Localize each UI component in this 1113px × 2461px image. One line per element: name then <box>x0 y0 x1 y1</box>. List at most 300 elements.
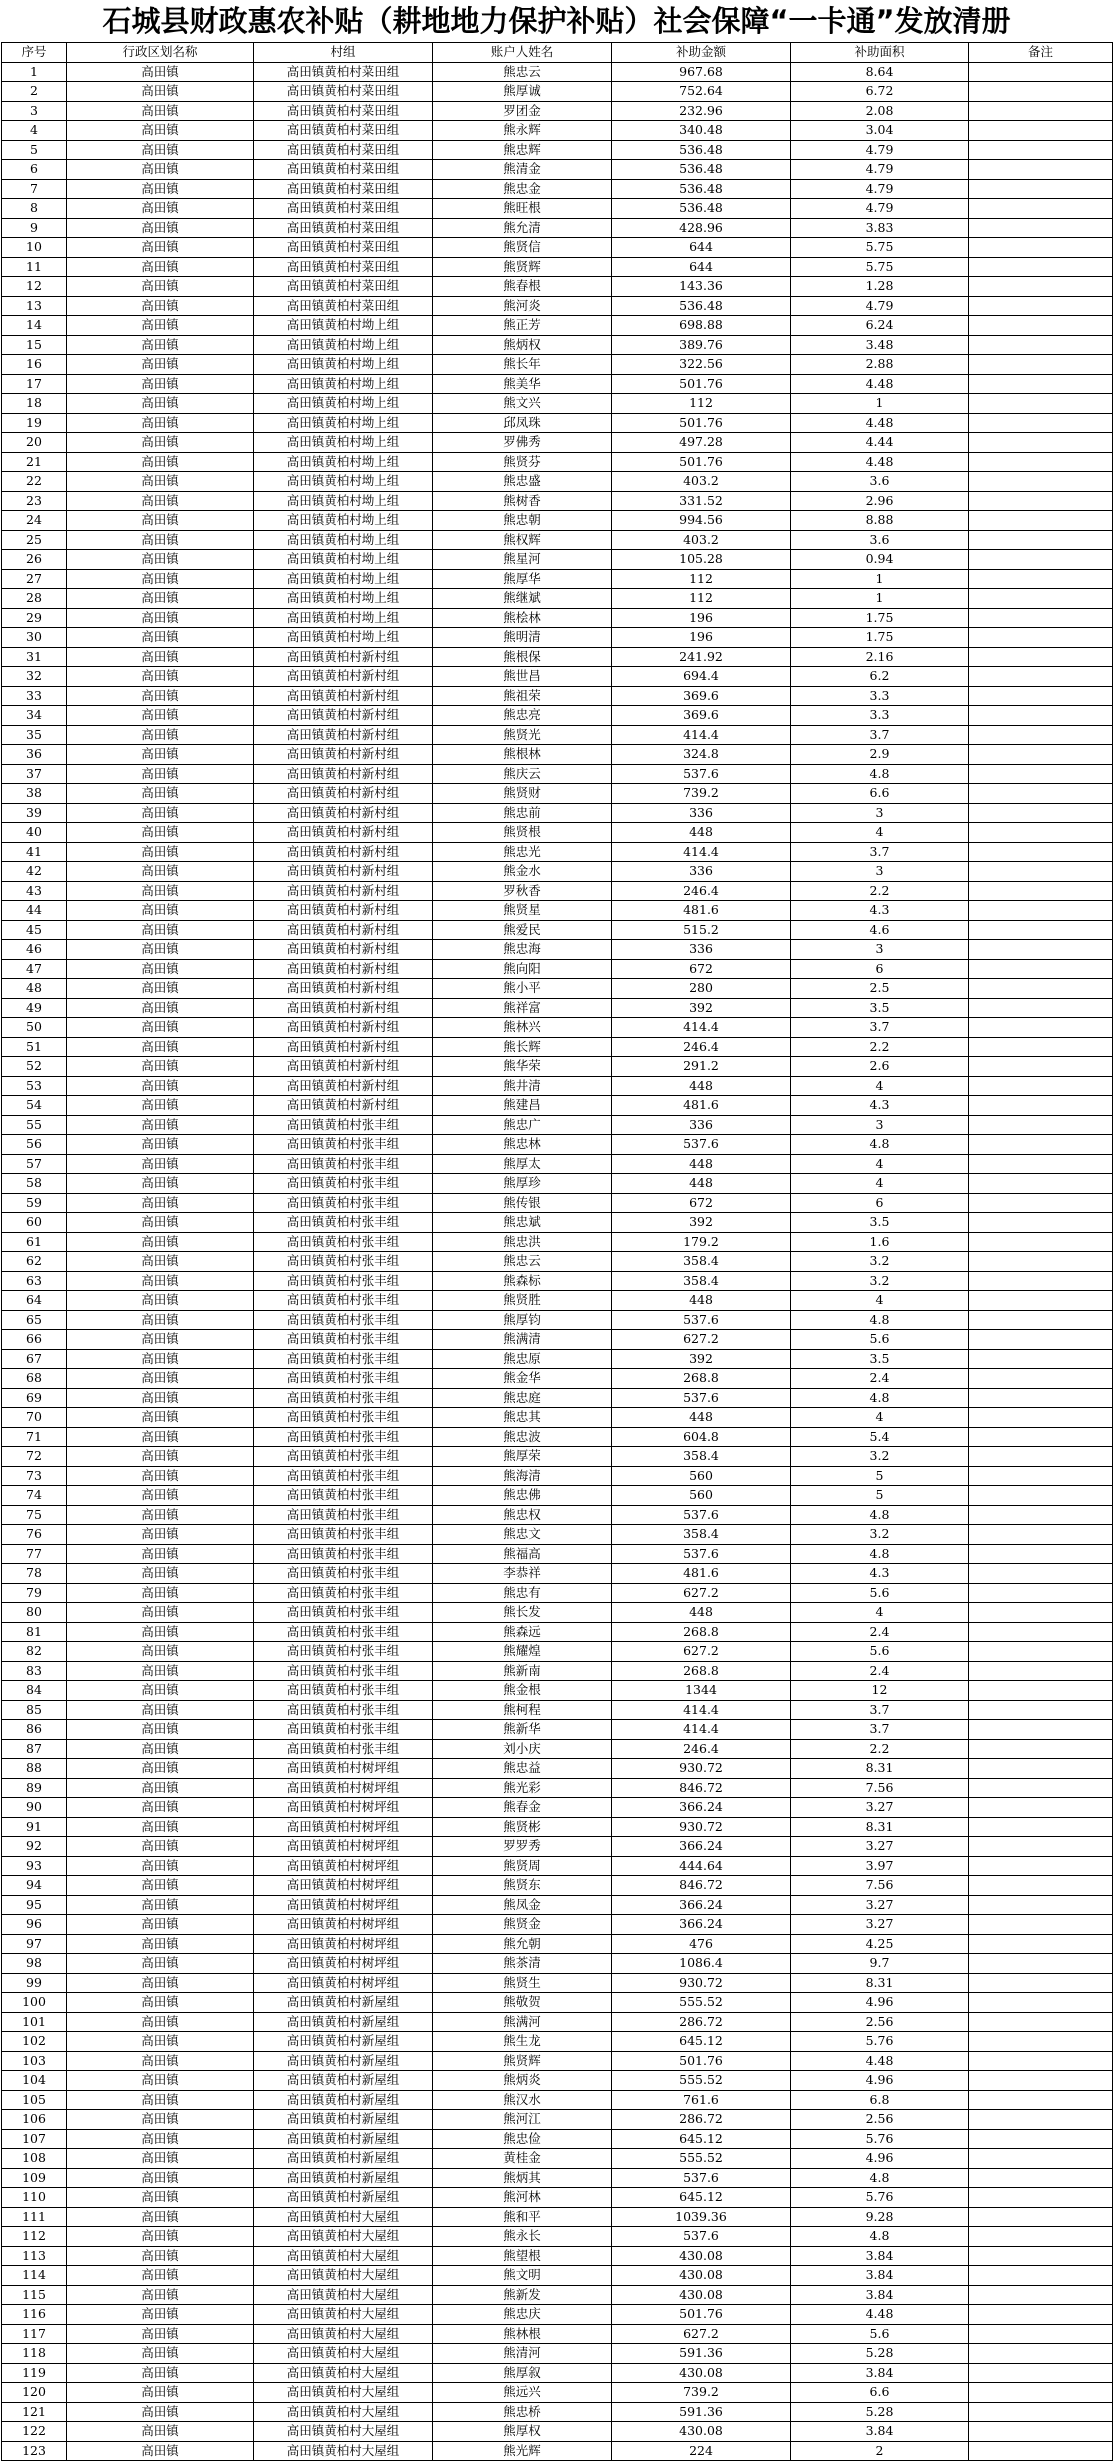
cell-region: 高田镇 <box>67 1895 254 1915</box>
cell-region: 高田镇 <box>67 179 254 199</box>
cell-remarks <box>969 1252 1113 1272</box>
cell-index: 96 <box>2 1915 67 1935</box>
cell-account-holder: 熊新华 <box>433 1720 612 1740</box>
cell-index: 53 <box>2 1076 67 1096</box>
cell-account-holder: 熊永辉 <box>433 121 612 141</box>
cell-subsidy-area: 5.6 <box>791 2324 969 2344</box>
cell-remarks <box>969 1018 1113 1038</box>
cell-region: 高田镇 <box>67 1954 254 1974</box>
cell-subsidy-area: 3.27 <box>791 1895 969 1915</box>
cell-index: 23 <box>2 491 67 511</box>
cell-subsidy-amount: 246.4 <box>612 1037 791 1057</box>
cell-remarks <box>969 998 1113 1018</box>
cell-region: 高田镇 <box>67 394 254 414</box>
cell-index: 121 <box>2 2402 67 2422</box>
table-row <box>2 2129 1113 2149</box>
cell-index: 101 <box>2 2012 67 2032</box>
cell-subsidy-area: 6 <box>791 1193 969 1213</box>
cell-subsidy-area: 4.8 <box>791 1310 969 1330</box>
cell-account-holder: 熊清金 <box>433 160 612 180</box>
cell-index: 16 <box>2 355 67 375</box>
cell-subsidy-area: 5.6 <box>791 1330 969 1350</box>
table-row <box>2 257 1113 277</box>
cell-account-holder: 熊继斌 <box>433 589 612 609</box>
cell-subsidy-area: 4.79 <box>791 140 969 160</box>
cell-subsidy-area: 5.76 <box>791 2032 969 2052</box>
cell-remarks <box>969 1798 1113 1818</box>
cell-account-holder: 熊权辉 <box>433 530 612 550</box>
cell-subsidy-area: 5.76 <box>791 2188 969 2208</box>
cell-subsidy-area: 3.7 <box>791 1700 969 1720</box>
cell-remarks <box>969 316 1113 336</box>
cell-subsidy-amount: 112 <box>612 589 791 609</box>
cell-region: 高田镇 <box>67 2363 254 2383</box>
cell-index: 122 <box>2 2422 67 2442</box>
cell-subsidy-area: 2.9 <box>791 745 969 765</box>
cell-village-group: 高田镇黄柏村张丰组 <box>254 1213 433 1233</box>
cell-subsidy-area: 4 <box>791 1174 969 1194</box>
cell-subsidy-area: 4.96 <box>791 2149 969 2169</box>
cell-region: 高田镇 <box>67 1837 254 1857</box>
cell-subsidy-amount: 430.08 <box>612 2266 791 2286</box>
cell-index: 57 <box>2 1154 67 1174</box>
cell-account-holder: 熊炳其 <box>433 2168 612 2188</box>
cell-subsidy-amount: 430.08 <box>612 2285 791 2305</box>
cell-region: 高田镇 <box>67 1798 254 1818</box>
cell-subsidy-amount: 112 <box>612 394 791 414</box>
cell-region: 高田镇 <box>67 1096 254 1116</box>
cell-region: 高田镇 <box>67 1447 254 1467</box>
cell-account-holder: 熊贤财 <box>433 784 612 804</box>
cell-region: 高田镇 <box>67 2149 254 2169</box>
cell-remarks <box>969 1661 1113 1681</box>
cell-subsidy-amount: 196 <box>612 628 791 648</box>
cell-subsidy-area: 4.3 <box>791 1096 969 1116</box>
cell-account-holder: 熊福高 <box>433 1544 612 1564</box>
cell-subsidy-amount: 331.52 <box>612 491 791 511</box>
table-row <box>2 959 1113 979</box>
cell-village-group: 高田镇黄柏村张丰组 <box>254 1135 433 1155</box>
cell-remarks <box>969 686 1113 706</box>
table-row <box>2 1232 1113 1252</box>
cell-village-group: 高田镇黄柏村张丰组 <box>254 1544 433 1564</box>
cell-subsidy-amount: 358.4 <box>612 1525 791 1545</box>
cell-remarks <box>969 550 1113 570</box>
cell-index: 30 <box>2 628 67 648</box>
cell-subsidy-amount: 369.6 <box>612 686 791 706</box>
cell-account-holder: 熊柯程 <box>433 1700 612 1720</box>
table-row <box>2 1486 1113 1506</box>
cell-region: 高田镇 <box>67 2110 254 2130</box>
table-row <box>2 2051 1113 2071</box>
cell-subsidy-amount: 698.88 <box>612 316 791 336</box>
cell-subsidy-area: 7.56 <box>791 1778 969 1798</box>
cell-village-group: 高田镇黄柏村菜田组 <box>254 199 433 219</box>
cell-remarks <box>969 784 1113 804</box>
cell-remarks <box>969 1505 1113 1525</box>
cell-region: 高田镇 <box>67 355 254 375</box>
cell-account-holder: 熊文兴 <box>433 394 612 414</box>
cell-remarks <box>969 1135 1113 1155</box>
cell-village-group: 高田镇黄柏村大屋组 <box>254 2227 433 2247</box>
cell-index: 56 <box>2 1135 67 1155</box>
cell-remarks <box>969 2149 1113 2169</box>
cell-village-group: 高田镇黄柏村新村组 <box>254 920 433 940</box>
cell-account-holder: 熊贤光 <box>433 725 612 745</box>
cell-index: 46 <box>2 940 67 960</box>
table-row <box>2 1661 1113 1681</box>
cell-remarks <box>969 1310 1113 1330</box>
cell-subsidy-amount: 286.72 <box>612 2012 791 2032</box>
cell-subsidy-area: 4.8 <box>791 2227 969 2247</box>
cell-village-group: 高田镇黄柏村菜田组 <box>254 121 433 141</box>
cell-region: 高田镇 <box>67 998 254 1018</box>
cell-index: 9 <box>2 218 67 238</box>
cell-account-holder: 熊炳炎 <box>433 2071 612 2091</box>
cell-index: 8 <box>2 199 67 219</box>
cell-village-group: 高田镇黄柏村坳上组 <box>254 355 433 375</box>
table-row <box>2 1154 1113 1174</box>
cell-account-holder: 李恭祥 <box>433 1564 612 1584</box>
cell-village-group: 高田镇黄柏村新屋组 <box>254 2188 433 2208</box>
cell-subsidy-amount: 481.6 <box>612 901 791 921</box>
cell-subsidy-amount: 143.36 <box>612 277 791 297</box>
cell-village-group: 高田镇黄柏村张丰组 <box>254 1427 433 1447</box>
cell-account-holder: 刘小庆 <box>433 1739 612 1759</box>
cell-index: 102 <box>2 2032 67 2052</box>
cell-subsidy-amount: 930.72 <box>612 1973 791 1993</box>
cell-region: 高田镇 <box>67 979 254 999</box>
cell-remarks <box>969 101 1113 121</box>
table-row <box>2 1037 1113 1057</box>
cell-remarks <box>969 1973 1113 1993</box>
cell-region: 高田镇 <box>67 121 254 141</box>
cell-village-group: 高田镇黄柏村张丰组 <box>254 1271 433 1291</box>
table-row <box>2 1720 1113 1740</box>
cell-village-group: 高田镇黄柏村树坪组 <box>254 1876 433 1896</box>
cell-subsidy-amount: 414.4 <box>612 725 791 745</box>
cell-remarks <box>969 1954 1113 1974</box>
cell-account-holder: 熊忠海 <box>433 940 612 960</box>
cell-region: 高田镇 <box>67 1018 254 1038</box>
cell-subsidy-area: 4.8 <box>791 1388 969 1408</box>
cell-index: 41 <box>2 842 67 862</box>
cell-region: 高田镇 <box>67 1681 254 1701</box>
cell-remarks <box>969 608 1113 628</box>
cell-region: 高田镇 <box>67 2402 254 2422</box>
cell-village-group: 高田镇黄柏村坳上组 <box>254 530 433 550</box>
cell-remarks <box>969 920 1113 940</box>
cell-account-holder: 熊忠辉 <box>433 140 612 160</box>
cell-remarks <box>969 2207 1113 2227</box>
cell-account-holder: 熊庆云 <box>433 764 612 784</box>
cell-index: 117 <box>2 2324 67 2344</box>
cell-region: 高田镇 <box>67 842 254 862</box>
cell-index: 47 <box>2 959 67 979</box>
cell-subsidy-amount: 555.52 <box>612 1993 791 2013</box>
cell-village-group: 高田镇黄柏村新村组 <box>254 842 433 862</box>
cell-village-group: 高田镇黄柏村坳上组 <box>254 569 433 589</box>
cell-region: 高田镇 <box>67 296 254 316</box>
table-row <box>2 1408 1113 1428</box>
cell-subsidy-area: 8.31 <box>791 1973 969 1993</box>
cell-region: 高田镇 <box>67 589 254 609</box>
cell-region: 高田镇 <box>67 491 254 511</box>
cell-index: 43 <box>2 881 67 901</box>
cell-subsidy-amount: 644 <box>612 257 791 277</box>
cell-subsidy-area: 4.48 <box>791 413 969 433</box>
cell-account-holder: 熊河江 <box>433 2110 612 2130</box>
cell-index: 94 <box>2 1876 67 1896</box>
cell-region: 高田镇 <box>67 550 254 570</box>
table-row <box>2 2110 1113 2130</box>
cell-subsidy-amount: 645.12 <box>612 2032 791 2052</box>
cell-village-group: 高田镇黄柏村新村组 <box>254 784 433 804</box>
cell-region: 高田镇 <box>67 2422 254 2442</box>
cell-account-holder: 熊厚叙 <box>433 2363 612 2383</box>
cell-index: 97 <box>2 1934 67 1954</box>
cell-subsidy-area: 1 <box>791 589 969 609</box>
cell-village-group: 高田镇黄柏村新村组 <box>254 725 433 745</box>
cell-index: 7 <box>2 179 67 199</box>
cell-subsidy-amount: 501.76 <box>612 2305 791 2325</box>
cell-village-group: 高田镇黄柏村张丰组 <box>254 1408 433 1428</box>
cell-index: 83 <box>2 1661 67 1681</box>
cell-subsidy-area: 1.75 <box>791 628 969 648</box>
cell-subsidy-amount: 246.4 <box>612 1739 791 1759</box>
cell-village-group: 高田镇黄柏村坳上组 <box>254 608 433 628</box>
table-row <box>2 2383 1113 2403</box>
cell-remarks <box>969 2188 1113 2208</box>
table-row <box>2 667 1113 687</box>
cell-subsidy-area: 6 <box>791 959 969 979</box>
cell-account-holder: 熊正芳 <box>433 316 612 336</box>
cell-region: 高田镇 <box>67 1622 254 1642</box>
cell-remarks <box>969 1817 1113 1837</box>
cell-index: 22 <box>2 472 67 492</box>
cell-index: 19 <box>2 413 67 433</box>
cell-subsidy-amount: 448 <box>612 823 791 843</box>
cell-village-group: 高田镇黄柏村新村组 <box>254 803 433 823</box>
cell-index: 31 <box>2 647 67 667</box>
cell-village-group: 高田镇黄柏村张丰组 <box>254 1505 433 1525</box>
cell-remarks <box>969 2032 1113 2052</box>
table-row <box>2 901 1113 921</box>
cell-remarks <box>969 1369 1113 1389</box>
cell-village-group: 高田镇黄柏村张丰组 <box>254 1349 433 1369</box>
table-row <box>2 920 1113 940</box>
table-row <box>2 1291 1113 1311</box>
cell-subsidy-amount: 246.4 <box>612 881 791 901</box>
cell-subsidy-area: 2.08 <box>791 101 969 121</box>
cell-region: 高田镇 <box>67 2227 254 2247</box>
cell-village-group: 高田镇黄柏村树坪组 <box>254 1954 433 1974</box>
cell-subsidy-amount: 336 <box>612 803 791 823</box>
cell-subsidy-amount: 403.2 <box>612 472 791 492</box>
cell-account-holder: 熊满清 <box>433 1330 612 1350</box>
cell-region: 高田镇 <box>67 2129 254 2149</box>
cell-subsidy-area: 4.8 <box>791 1135 969 1155</box>
cell-subsidy-area: 8.31 <box>791 1817 969 1837</box>
cell-remarks <box>969 959 1113 979</box>
cell-remarks <box>969 2344 1113 2364</box>
cell-index: 75 <box>2 1505 67 1525</box>
cell-remarks <box>969 2110 1113 2130</box>
cell-account-holder: 熊和平 <box>433 2207 612 2227</box>
cell-village-group: 高田镇黄柏村大屋组 <box>254 2383 433 2403</box>
cell-subsidy-amount: 414.4 <box>612 1700 791 1720</box>
cell-subsidy-area: 1 <box>791 569 969 589</box>
table-row <box>2 2363 1113 2383</box>
cell-account-holder: 熊厚珍 <box>433 1174 612 1194</box>
cell-subsidy-area: 4 <box>791 1154 969 1174</box>
cell-subsidy-area: 5.6 <box>791 1583 969 1603</box>
cell-village-group: 高田镇黄柏村大屋组 <box>254 2246 433 2266</box>
cell-village-group: 高田镇黄柏村菜田组 <box>254 101 433 121</box>
subsidy-table <box>1 42 1113 2461</box>
header-index: 序号 <box>2 43 67 63</box>
cell-subsidy-area: 0.94 <box>791 550 969 570</box>
cell-village-group: 高田镇黄柏村坳上组 <box>254 374 433 394</box>
cell-index: 106 <box>2 2110 67 2130</box>
table-row <box>2 1993 1113 2013</box>
cell-subsidy-amount: 537.6 <box>612 1135 791 1155</box>
cell-subsidy-amount: 476 <box>612 1934 791 1954</box>
table-row <box>2 1330 1113 1350</box>
cell-region: 高田镇 <box>67 1193 254 1213</box>
cell-index: 69 <box>2 1388 67 1408</box>
cell-region: 高田镇 <box>67 1466 254 1486</box>
cell-region: 高田镇 <box>67 628 254 648</box>
cell-remarks <box>969 1681 1113 1701</box>
table-row <box>2 608 1113 628</box>
cell-account-holder: 熊贤金 <box>433 1915 612 1935</box>
cell-subsidy-amount: 224 <box>612 2441 791 2461</box>
cell-region: 高田镇 <box>67 784 254 804</box>
page-title: 石城县财政惠农补贴（耕地地力保护补贴）社会保障“一卡通”发放清册 <box>102 4 1011 38</box>
table-row <box>2 1252 1113 1272</box>
cell-subsidy-amount: 241.92 <box>612 647 791 667</box>
cell-index: 10 <box>2 238 67 258</box>
cell-remarks <box>969 2383 1113 2403</box>
cell-remarks <box>969 199 1113 219</box>
cell-region: 高田镇 <box>67 823 254 843</box>
header-account-holder: 账户人姓名 <box>433 43 612 63</box>
cell-index: 78 <box>2 1564 67 1584</box>
cell-index: 48 <box>2 979 67 999</box>
cell-subsidy-area: 8.64 <box>791 62 969 82</box>
cell-account-holder: 熊新南 <box>433 1661 612 1681</box>
cell-remarks <box>969 2012 1113 2032</box>
table-row <box>2 2168 1113 2188</box>
cell-index: 82 <box>2 1642 67 1662</box>
cell-subsidy-area: 2.56 <box>791 2110 969 2130</box>
cell-index: 95 <box>2 1895 67 1915</box>
cell-village-group: 高田镇黄柏村新村组 <box>254 764 433 784</box>
cell-index: 116 <box>2 2305 67 2325</box>
table-row <box>2 121 1113 141</box>
cell-village-group: 高田镇黄柏村新屋组 <box>254 2090 433 2110</box>
table-row <box>2 1369 1113 1389</box>
cell-index: 12 <box>2 277 67 297</box>
cell-subsidy-area: 1.6 <box>791 1232 969 1252</box>
cell-region: 高田镇 <box>67 1408 254 1428</box>
cell-region: 高田镇 <box>67 706 254 726</box>
cell-index: 25 <box>2 530 67 550</box>
cell-remarks <box>969 1174 1113 1194</box>
cell-account-holder: 熊树香 <box>433 491 612 511</box>
cell-subsidy-amount: 280 <box>612 979 791 999</box>
cell-remarks <box>969 296 1113 316</box>
cell-region: 高田镇 <box>67 62 254 82</box>
cell-village-group: 高田镇黄柏村树坪组 <box>254 1759 433 1779</box>
cell-subsidy-amount: 324.8 <box>612 745 791 765</box>
cell-remarks <box>969 1232 1113 1252</box>
cell-remarks <box>969 1778 1113 1798</box>
cell-remarks <box>969 901 1113 921</box>
cell-village-group: 高田镇黄柏村新村组 <box>254 959 433 979</box>
cell-village-group: 高田镇黄柏村菜田组 <box>254 238 433 258</box>
cell-subsidy-area: 2.88 <box>791 355 969 375</box>
cell-index: 60 <box>2 1213 67 1233</box>
cell-region: 高田镇 <box>67 2383 254 2403</box>
cell-index: 35 <box>2 725 67 745</box>
cell-subsidy-amount: 286.72 <box>612 2110 791 2130</box>
cell-village-group: 高田镇黄柏村坳上组 <box>254 394 433 414</box>
cell-account-holder: 熊忠朝 <box>433 511 612 531</box>
cell-village-group: 高田镇黄柏村坳上组 <box>254 589 433 609</box>
table-row <box>2 1798 1113 1818</box>
table-row <box>2 979 1113 999</box>
cell-subsidy-area: 4 <box>791 823 969 843</box>
cell-village-group: 高田镇黄柏村张丰组 <box>254 1564 433 1584</box>
cell-subsidy-area: 3.84 <box>791 2285 969 2305</box>
cell-remarks <box>969 1525 1113 1545</box>
table-row <box>2 881 1113 901</box>
cell-region: 高田镇 <box>67 667 254 687</box>
cell-remarks <box>969 277 1113 297</box>
cell-index: 49 <box>2 998 67 1018</box>
table-row <box>2 2324 1113 2344</box>
cell-subsidy-area: 3.27 <box>791 1798 969 1818</box>
cell-village-group: 高田镇黄柏村大屋组 <box>254 2363 433 2383</box>
cell-subsidy-area: 6.8 <box>791 2090 969 2110</box>
table-row <box>2 2402 1113 2422</box>
cell-region: 高田镇 <box>67 1427 254 1447</box>
cell-account-holder: 熊忠光 <box>433 842 612 862</box>
cell-account-holder: 黄桂金 <box>433 2149 612 2169</box>
cell-remarks <box>969 1759 1113 1779</box>
cell-subsidy-area: 3.84 <box>791 2363 969 2383</box>
cell-village-group: 高田镇黄柏村张丰组 <box>254 1661 433 1681</box>
cell-account-holder: 熊世昌 <box>433 667 612 687</box>
cell-region: 高田镇 <box>67 140 254 160</box>
cell-account-holder: 熊忠亮 <box>433 706 612 726</box>
cell-subsidy-area: 2 <box>791 2441 969 2461</box>
table-row <box>2 316 1113 336</box>
cell-subsidy-amount: 430.08 <box>612 2246 791 2266</box>
cell-index: 55 <box>2 1115 67 1135</box>
table-row <box>2 1115 1113 1135</box>
cell-subsidy-amount: 536.48 <box>612 179 791 199</box>
cell-subsidy-area: 3.7 <box>791 725 969 745</box>
cell-subsidy-amount: 761.6 <box>612 2090 791 2110</box>
cell-subsidy-amount: 112 <box>612 569 791 589</box>
table-row <box>2 1096 1113 1116</box>
cell-subsidy-amount: 232.96 <box>612 101 791 121</box>
cell-subsidy-amount: 1039.36 <box>612 2207 791 2227</box>
cell-village-group: 高田镇黄柏村张丰组 <box>254 1486 433 1506</box>
